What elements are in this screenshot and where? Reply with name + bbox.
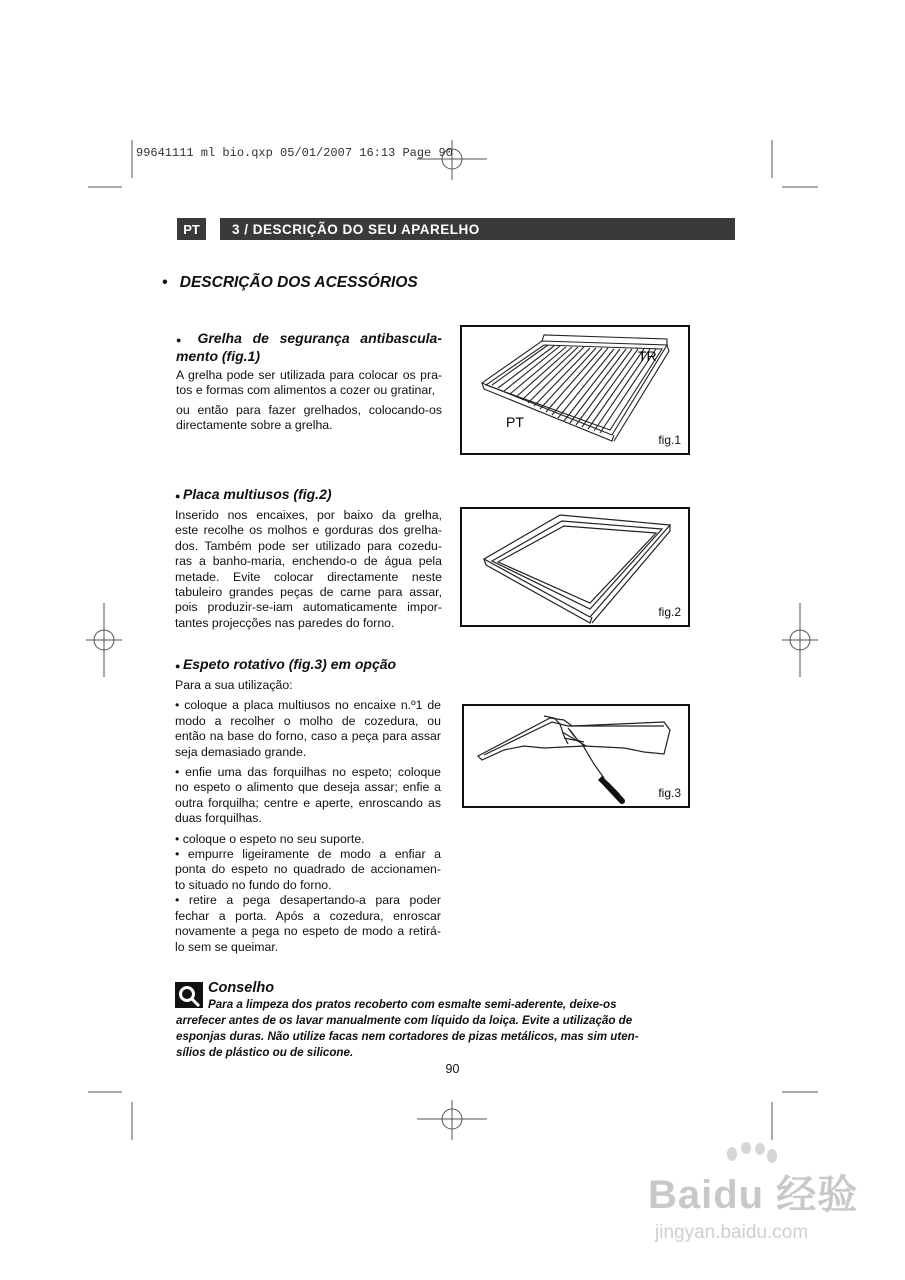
text-line: tantes projecções nas paredes do forno. bbox=[175, 615, 395, 630]
text-line: to situado no fundo do forno. bbox=[175, 877, 332, 892]
spit-drawing bbox=[464, 706, 688, 806]
tray-drawing bbox=[462, 509, 688, 625]
section-placa bbox=[175, 486, 442, 631]
section-body bbox=[176, 368, 442, 434]
text-line: novamente a pega no espeto de modo a retirá- bbox=[175, 924, 441, 939]
text-line: Inserido nos encaixes, por baixo da grelha, bbox=[175, 508, 442, 522]
text-line: outra forquilha; centre e aperte, enroscando as bbox=[175, 795, 441, 810]
text-line: • coloque o espeto no seu suporte. bbox=[175, 831, 365, 846]
main-heading bbox=[162, 274, 418, 292]
figure-grill-rack bbox=[460, 325, 690, 455]
figure-rotisserie-spit bbox=[462, 704, 690, 808]
heading-line: Placa multiusos (fig.2) bbox=[182, 486, 332, 502]
text-line: • empurre ligeiramente de modo a enfiar a bbox=[175, 847, 441, 862]
tip-line: sílios de plástico ou de silicone. bbox=[176, 1046, 354, 1059]
figure-multipurpose-tray bbox=[460, 507, 690, 627]
figure-label: fig.3 bbox=[658, 786, 681, 800]
grill-rack-drawing bbox=[462, 327, 688, 453]
text-line: ponta do espeto no quadrado de accionamen- bbox=[175, 862, 441, 877]
text-line: ras a banho-maria, enchendo-o de água pela bbox=[175, 554, 442, 569]
watermark-logo: Baidu 经验 bbox=[648, 1173, 859, 1217]
section-grelha bbox=[176, 330, 442, 434]
page-number: 90 bbox=[445, 1062, 460, 1076]
text-line: dos. Também pode ser utilizado para cozedu- bbox=[175, 538, 442, 553]
text-line: directamente sobre a grelha. bbox=[176, 418, 333, 433]
text-line: este recolhe os molhos e gorduras dos grelha- bbox=[175, 523, 442, 538]
watermark-url: jingyan.baidu.com bbox=[655, 1222, 809, 1243]
section-espeto bbox=[175, 656, 441, 955]
text-line: no espeto o alimento que deseja assar; enfie a bbox=[175, 780, 441, 795]
slug-line: 99641111 ml bio.qxp 05/01/2007 16:13 Page 90 bbox=[136, 146, 453, 160]
section-body bbox=[175, 678, 441, 955]
section-heading: ● Espeto rotativo (fig.3) em opção bbox=[175, 656, 397, 672]
text-line: seja demasiado grande. bbox=[175, 744, 307, 759]
text-line: ou então para fazer grelhados, colocando-os bbox=[176, 402, 442, 417]
tip-line: Para a limpeza dos pratos recoberto com esmalte semi-aderente, deixe-os bbox=[208, 998, 617, 1011]
section-heading: ● Grelha de segurança antibascula- bbox=[176, 330, 442, 346]
text-line: Para a sua utilização: bbox=[175, 678, 293, 692]
tip-line: arrefecer antes de os lavar manualmente com líquido da loiça. Evite a utilização de bbox=[176, 1014, 633, 1027]
text-line: tos e formas com alimentos a cozer ou gratinar, bbox=[176, 383, 436, 398]
text-line: A grelha pode ser utilizada para colocar os pra- bbox=[176, 368, 442, 382]
tip-title: Conselho bbox=[208, 980, 275, 996]
text-line: metade. Evite colocar directamente neste bbox=[175, 569, 442, 584]
text-line: pois produzir-se-iam automaticamente impor- bbox=[175, 600, 442, 615]
text-line: duas forquilhas. bbox=[175, 811, 262, 826]
label-pt: PT bbox=[506, 414, 524, 430]
heading-bullet: • bbox=[162, 274, 168, 291]
text-line: lo sem se queimar. bbox=[175, 939, 279, 954]
text-line: modo a recolher o molho de cozedura, ou bbox=[175, 713, 441, 728]
label-tr: TR bbox=[638, 348, 657, 364]
figure-label: fig.1 bbox=[658, 433, 681, 447]
section-heading-cont: mento (fig.1) bbox=[176, 348, 260, 364]
tip-line: esponjas duras. Não utilize facas nem cortadores de pizas metálicos, mas sim uten- bbox=[176, 1030, 639, 1043]
text-line: • retire a pega desapertando-a para poder bbox=[175, 893, 441, 908]
heading-text: DESCRIÇÃO DOS ACESSÓRIOS bbox=[179, 274, 418, 291]
text-line: • enfie uma das forquilhas no espeto; coloque bbox=[175, 765, 441, 780]
language-badge: PT bbox=[177, 218, 206, 240]
text-line: tabuleiro grandes peças de carne para assar, bbox=[175, 585, 442, 600]
heading-line: Grelha de segurança antibascula- bbox=[197, 330, 442, 346]
section-heading: ● Placa multiusos (fig.2) bbox=[175, 486, 332, 502]
text-line: então na base do forno, caso a peça para assar bbox=[175, 729, 441, 744]
text-line: fechar a porta. Após a cozedura, enroscar bbox=[175, 908, 441, 923]
section-title: 3 / DESCRIÇÃO DO SEU APARELHO bbox=[220, 218, 735, 240]
figure-label: fig.2 bbox=[658, 605, 681, 619]
heading-line: Espeto rotativo (fig.3) em opção bbox=[182, 656, 397, 672]
text-line: • coloque a placa multiusos no encaixe n.º1 de bbox=[175, 698, 441, 713]
tip-text bbox=[176, 997, 681, 1061]
section-body bbox=[175, 508, 442, 631]
